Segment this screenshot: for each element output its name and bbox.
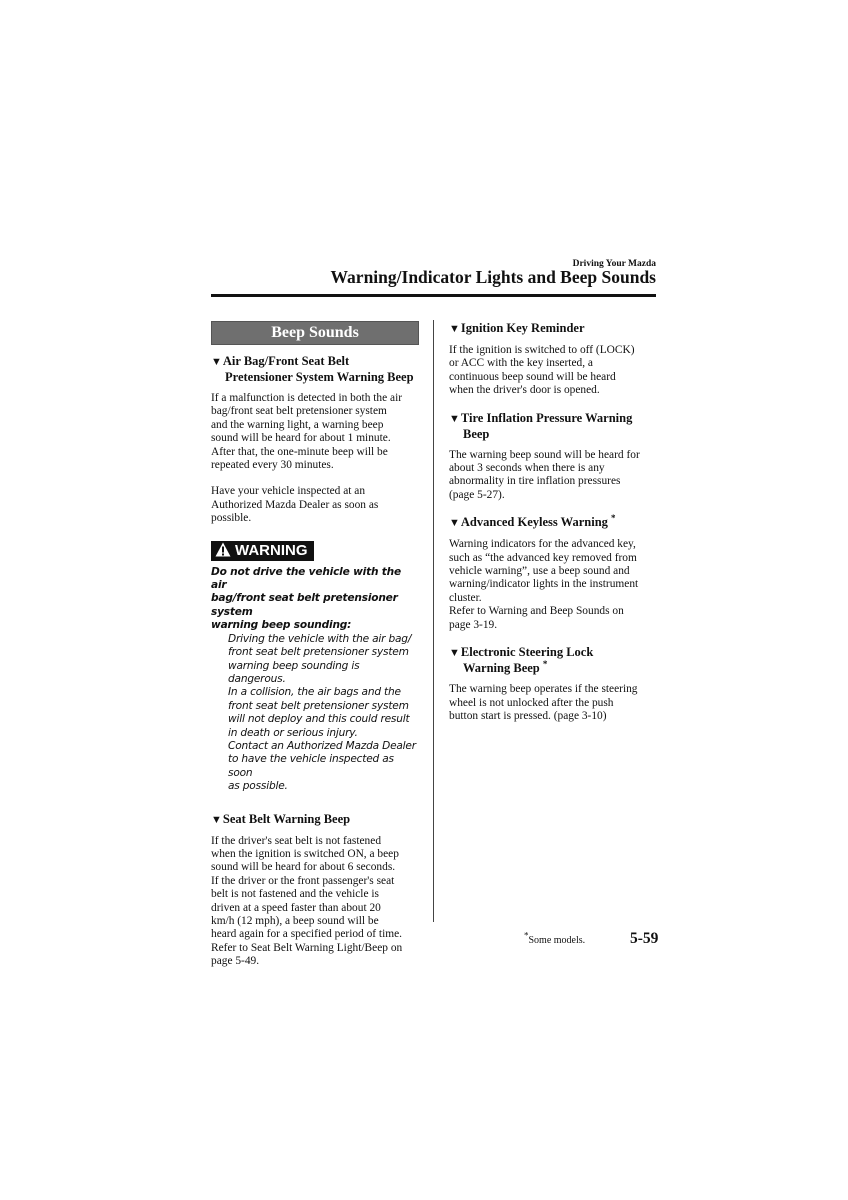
airbag-heading (211, 354, 419, 385)
text-line: Driving the vehicle with the air bag/ (228, 632, 412, 645)
text-line: wheel is not unlocked after the push (449, 696, 614, 709)
text-line: Authorized Mazda Dealer as soon as (211, 498, 379, 511)
tire-paragraph (449, 449, 657, 503)
text-line: Contact an Authorized Mazda Dealer (228, 739, 416, 752)
text-line: If the ignition is switched to off (LOCK) (449, 344, 635, 356)
seatbelt-heading (211, 812, 419, 828)
text-line: and the warning light, a warning beep (211, 418, 384, 431)
seatbelt-heading-text: Seat Belt Warning Beep (222, 811, 351, 826)
text-line: belt is not fastened and the vehicle is (211, 888, 379, 901)
airbag-heading-line1: Air Bag/Front Seat Belt (222, 354, 350, 368)
text-line: or ACC with the key inserted, a (449, 357, 593, 370)
some-models-star: * (611, 513, 616, 524)
airbag-paragraph-1 (211, 392, 419, 472)
text-line: warning beep sounding: (211, 619, 352, 632)
keyless-heading (449, 515, 657, 531)
tire-heading-line1: Tire Inflation Pressure Warning (460, 410, 633, 425)
chapter-label: Driving Your Mazda (572, 259, 656, 269)
text-line: The warning beep sound will be heard for (449, 448, 640, 461)
right-column (449, 321, 657, 723)
text-line: warning beep sounding is dangerous. (228, 659, 360, 685)
text-line: Have your vehicle inspected at an (211, 485, 366, 498)
text-line: (page 5-27). (449, 488, 505, 501)
warning-label: WARNING (235, 541, 308, 559)
text-line: If a malfunction is detected in both the air (211, 392, 403, 404)
page-number: 5-59 (630, 930, 659, 947)
airbag-paragraph-2 (211, 485, 419, 525)
airbag-heading-line2: Pretensioner System Warning Beep (225, 370, 414, 384)
text-line: page 3-19. (449, 618, 498, 631)
text-line: cluster. (449, 591, 482, 604)
steering-paragraph (449, 683, 657, 723)
text-line: when the driver's door is opened. (449, 384, 600, 397)
seatbelt-paragraph (211, 835, 419, 969)
keyless-heading-text: Advanced Keyless Warning (460, 515, 608, 530)
text-line: continuous beep sound will be heard (449, 370, 616, 383)
text-line: such as “the advanced key removed from (449, 551, 637, 564)
text-line: repeated every 30 minutes. (211, 459, 334, 472)
title-rule (211, 294, 656, 297)
text-line: warning/indicator lights in the instrument (449, 578, 639, 591)
text-line: bag/front seat belt pretensioner system (211, 592, 398, 618)
text-line: sound will be heard for about 1 minute. (211, 432, 391, 445)
text-line: driven at a speed faster than about 20 (211, 901, 381, 914)
text-line: km/h (12 mph), a beep sound will be (211, 915, 379, 927)
text-line: front seat belt pretensioner system (228, 646, 409, 659)
triangle-bullet-icon: ▼ (449, 517, 460, 530)
text-line: in death or serious injury. (228, 726, 358, 739)
triangle-bullet-icon: ▼ (449, 323, 460, 335)
ignition-heading (449, 321, 657, 337)
text-line: abnormality in tire inflation pressures (449, 475, 621, 488)
column-divider (433, 320, 434, 922)
text-line: as possible. (228, 780, 288, 793)
warning-lead (211, 566, 419, 633)
text-line: when the ignition is switched ON, a beep (211, 847, 399, 860)
steering-heading-line1: Electronic Steering Lock (460, 645, 594, 660)
left-column (211, 321, 419, 969)
steering-heading-line2-text: Warning Beep (463, 661, 540, 676)
steering-heading (449, 645, 657, 676)
ignition-heading-text: Ignition Key Reminder (460, 321, 585, 335)
keyless-paragraph (449, 538, 657, 632)
text-line: front seat belt pretensioner system (228, 699, 409, 712)
warning-body (228, 633, 419, 794)
some-models-star: * (542, 658, 548, 669)
text-line: heard again for a specified period of time. (211, 928, 403, 941)
text-line: Warning indicators for the advanced key, (449, 538, 636, 551)
footnote-star: * (524, 930, 529, 941)
triangle-bullet-icon: ▼ (211, 356, 222, 368)
section-banner: Beep Sounds (211, 321, 419, 345)
text-line: to have the vehicle inspected as soon (228, 753, 394, 779)
text-line: will not deploy and this could result (228, 713, 410, 726)
triangle-bullet-icon: ▼ (211, 813, 222, 826)
text-line: vehicle warning”, use a beep sound and (449, 565, 630, 578)
text-line: sound will be heard for about 6 seconds. (211, 861, 396, 874)
text-line: page 5-49. (211, 955, 260, 968)
text-line: If the driver or the front passenger's seat (211, 874, 395, 887)
text-line: In a collision, the air bags and the (228, 686, 401, 699)
triangle-bullet-icon: ▼ (449, 647, 460, 660)
triangle-bullet-icon: ▼ (449, 412, 460, 425)
text-line: The warning beep operates if the steering (449, 683, 638, 696)
warning-triangle-icon (215, 542, 231, 557)
text-line: After that, the one-minute beep will be (211, 445, 388, 458)
text-line: possible. (211, 512, 252, 525)
tire-heading-line2: Beep (463, 426, 490, 441)
page-title: Warning/Indicator Lights and Beep Sounds (330, 267, 656, 287)
text-line: Refer to Warning and Beep Sounds on (449, 605, 624, 618)
tire-heading (449, 411, 657, 442)
steering-heading-line2 (449, 658, 657, 676)
text-line: If the driver's seat belt is not fastened (211, 834, 382, 847)
warning-badge (211, 541, 314, 561)
text-line: Do not drive the vehicle with the air (211, 565, 401, 592)
footnote-text: Some models. (528, 935, 586, 946)
text-line: bag/front seat belt pretensioner system (211, 405, 387, 418)
text-line: about 3 seconds when there is any (449, 462, 605, 475)
footnote (524, 930, 586, 946)
text-line: button start is pressed. (page 3-10) (449, 709, 607, 722)
text-line: Refer to Seat Belt Warning Light/Beep on (211, 941, 403, 954)
ignition-paragraph (449, 344, 657, 398)
